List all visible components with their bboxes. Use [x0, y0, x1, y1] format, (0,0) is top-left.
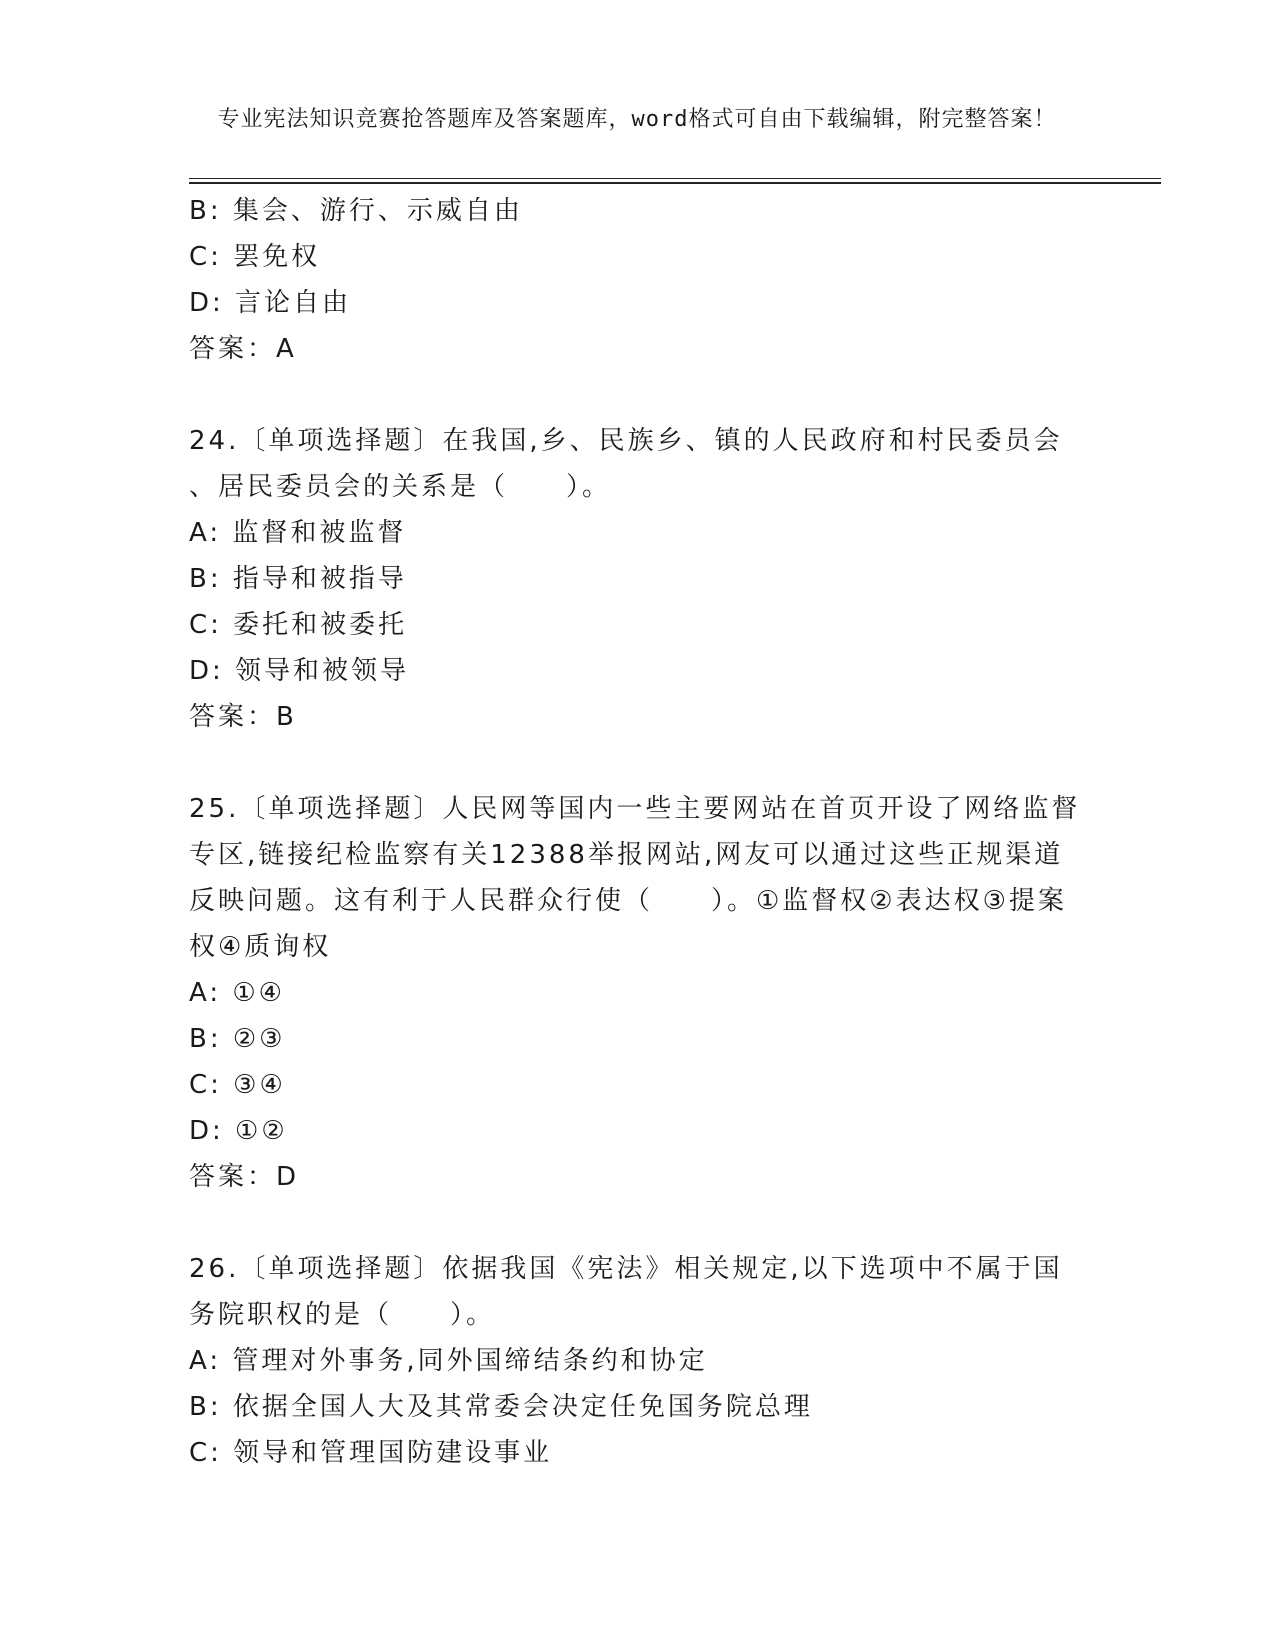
header-text: 专业宪法知识竞赛抢答题库及答案题库，word格式可自由下载编辑，附完整答案！ — [217, 107, 1057, 132]
option-b: B: ②③ — [189, 1024, 286, 1054]
question-block — [189, 786, 1089, 1200]
question-text-line: 反映问题。这有利于人民群众行使（ ）。①监督权②表达权③提案 — [189, 886, 1067, 916]
option-b: B: 依据全国人大及其常委会决定任免国务院总理 — [189, 1392, 813, 1422]
option-c: C: 领导和管理国防建设事业 — [189, 1438, 553, 1468]
document-header — [189, 72, 1079, 136]
spacer — [189, 372, 1089, 418]
spacer — [189, 1200, 1089, 1246]
answer: 答案：A — [189, 334, 297, 364]
question-text-line: 专区,链接纪检监察有关12388举报网站,网友可以通过这些正规渠道 — [189, 840, 1064, 870]
option-a: A: ①④ — [189, 978, 285, 1008]
option-c: C: 委托和被委托 — [189, 610, 408, 640]
option-b: B: 指导和被指导 — [189, 564, 407, 594]
spacer — [189, 740, 1089, 786]
option-d: D: ①② — [189, 1116, 288, 1146]
question-block — [189, 418, 1089, 740]
document-body — [189, 188, 1089, 1476]
option-d: D: 言论自由 — [189, 288, 352, 318]
option-a: A: 管理对外事务,同外国缔结条约和协定 — [189, 1346, 708, 1376]
answer: 答案：D — [189, 1162, 300, 1192]
question-text-line: 24.〔单项选择题〕在我国,乡、民族乡、镇的人民政府和村民委员会 — [189, 426, 1063, 456]
answer: 答案：B — [189, 702, 297, 732]
option-d: D: 领导和被领导 — [189, 656, 410, 686]
option-a: A: 监督和被监督 — [189, 518, 407, 548]
question-text-line: 权④质询权 — [189, 932, 332, 962]
header-divider-thin — [189, 178, 1161, 179]
question-block — [189, 1246, 1089, 1476]
option-b: B: 集会、游行、示威自由 — [189, 196, 523, 226]
question-text-line: 25.〔单项选择题〕人民网等国内一些主要网站在首页开设了网络监督 — [189, 794, 1081, 824]
option-c: C: ③④ — [189, 1070, 286, 1100]
question-text-line: 、居民委员会的关系是（ ）。 — [189, 472, 612, 502]
header-divider-thick — [189, 182, 1161, 184]
question-text-line: 26.〔单项选择题〕依据我国《宪法》相关规定,以下选项中不属于国 — [189, 1254, 1063, 1284]
question-text-line: 务院职权的是（ ）。 — [189, 1300, 496, 1330]
option-c: C: 罢免权 — [189, 242, 321, 272]
question-block — [189, 188, 1089, 372]
